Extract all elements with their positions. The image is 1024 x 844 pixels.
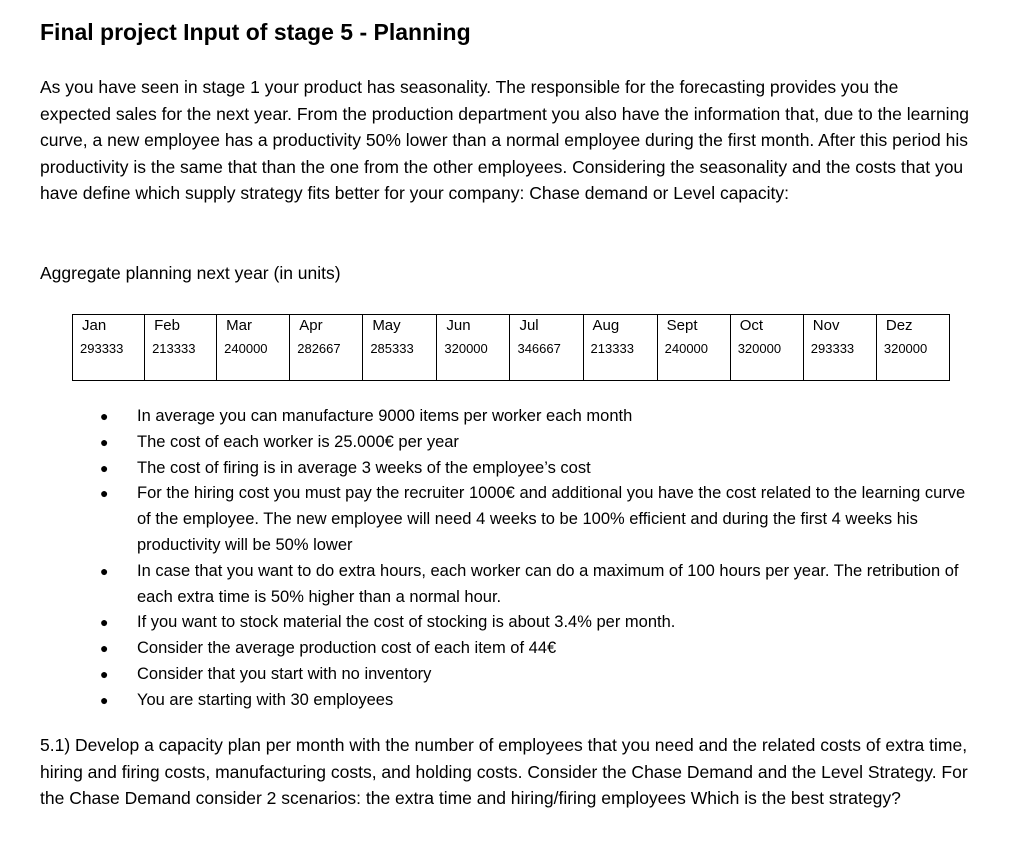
- month-header: Feb: [145, 315, 217, 338]
- month-header: Mar: [217, 315, 290, 338]
- demand-cell: 320000: [730, 337, 803, 381]
- list-item: [100, 636, 967, 662]
- list-item-text: Consider the average production cost of each item of 44€: [137, 639, 557, 658]
- month-header: Oct: [730, 315, 803, 338]
- list-item-text: Consider that you start with no inventory: [137, 664, 432, 683]
- bullet-icon: ●: [100, 408, 109, 424]
- demand-cell: 240000: [217, 337, 290, 381]
- intro-paragraph: As you have seen in stage 1 your product has seasonality. The responsible for the forecasting provides you the expected sales for the next year. From the production department you also have the information that, due to the learning curve, a new employee has a productivity 50% lower than a normal employee during the first month. After this period his productivity is the same that than the one from the other employees. Considering the seasonality and the costs that you have define which supply strategy fits better for your company: Chase demand or Level capacity:: [40, 77, 970, 204]
- month-header: Dez: [876, 315, 949, 338]
- demand-cell: 240000: [657, 337, 730, 381]
- month-header: May: [363, 315, 437, 338]
- demand-cell: 213333: [145, 337, 217, 381]
- demand-cell: 293333: [803, 337, 876, 381]
- demand-cell: 285333: [363, 337, 437, 381]
- list-item: [100, 481, 967, 558]
- month-header: Nov: [803, 315, 876, 338]
- list-item-text: The cost of each worker is 25.000€ per year: [137, 432, 459, 451]
- bullet-icon: ●: [100, 562, 109, 579]
- list-item: [100, 688, 967, 714]
- demand-cell: 346667: [510, 337, 583, 381]
- bullet-icon: ●: [100, 433, 109, 450]
- month-header: Jan: [73, 315, 145, 338]
- bullet-icon: ●: [100, 665, 109, 682]
- list-item-text: In case that you want to do extra hours, each worker can do a maximum of 100 hours per year. The retribution of each extra time is 50% higher than a normal hour.: [137, 561, 959, 606]
- bullet-icon: ●: [100, 614, 109, 631]
- month-header: Jun: [437, 315, 510, 338]
- list-item-text: The cost of firing is in average 3 weeks of the employee’s cost: [137, 458, 591, 477]
- page-title: Final project Input of stage 5 - Planning: [40, 19, 471, 45]
- list-item-text: You are starting with 30 employees: [137, 690, 394, 709]
- question-paragraph: 5.1) Develop a capacity plan per month with the number of employees that you need and the related costs of extra time, hiring and firing costs, manufacturing costs, and holding costs. Consider the Chase Demand and the Level Strategy. For the Chase Demand consider 2 scenarios: the extra time and hiring/firing employees Which is the best strategy?: [40, 735, 968, 809]
- table-header-row: [73, 315, 950, 338]
- list-item: [100, 430, 967, 456]
- demand-cell: 320000: [876, 337, 949, 381]
- list-item: [100, 662, 967, 688]
- aggregate-planning-table: [72, 314, 950, 381]
- table-values-row: [73, 337, 950, 381]
- demand-cell: 320000: [437, 337, 510, 381]
- list-item-text: For the hiring cost you must pay the recruiter 1000€ and additional you have the cost related to the learning curve of the employee. The new employee will need 4 weeks to be 100% efficient and during the first 4 weeks his productivity will be 50% lower: [137, 484, 966, 554]
- list-item: [100, 456, 967, 482]
- month-header: Aug: [583, 315, 657, 338]
- bullet-icon: ●: [100, 640, 109, 657]
- list-item-text: If you want to stock material the cost of stocking is about 3.4% per month.: [137, 613, 676, 632]
- month-header: Sept: [657, 315, 730, 338]
- demand-cell: 213333: [583, 337, 657, 381]
- list-item: [100, 610, 967, 636]
- month-header: Jul: [510, 315, 583, 338]
- table-caption: Aggregate planning next year (in units): [40, 263, 341, 283]
- demand-cell: 293333: [73, 337, 145, 381]
- assumptions-list: [100, 404, 967, 714]
- month-header: Apr: [290, 315, 363, 338]
- list-item-text: In average you can manufacture 9000 items per worker each month: [137, 407, 633, 425]
- demand-cell: 282667: [290, 337, 363, 381]
- list-item: [100, 404, 967, 430]
- bullet-icon: ●: [100, 459, 109, 476]
- bullet-icon: ●: [100, 485, 109, 502]
- list-item: [100, 559, 967, 611]
- bullet-icon: ●: [100, 691, 109, 708]
